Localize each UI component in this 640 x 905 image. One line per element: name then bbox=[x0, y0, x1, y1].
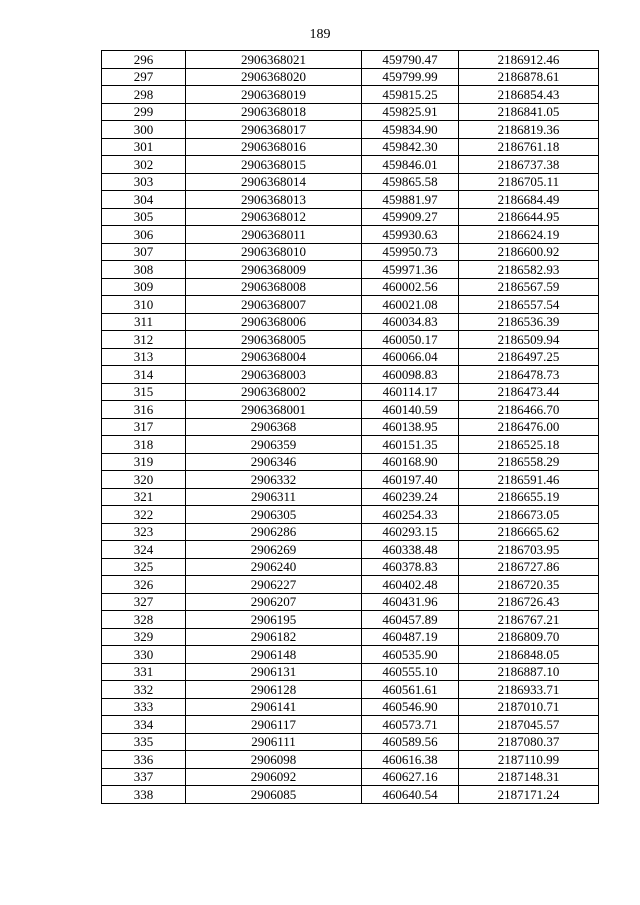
point-id-cell: 2906141 bbox=[186, 698, 362, 716]
point-id-cell: 2906368012 bbox=[186, 208, 362, 226]
point-id-cell: 2906368006 bbox=[186, 313, 362, 331]
point-id-cell: 2906368010 bbox=[186, 243, 362, 261]
point-id-cell: 2906368011 bbox=[186, 226, 362, 244]
point-id-cell: 2906368002 bbox=[186, 383, 362, 401]
y-coordinate-cell: 2186819.36 bbox=[459, 121, 599, 139]
y-coordinate-cell: 2186558.29 bbox=[459, 453, 599, 471]
table-row bbox=[102, 191, 599, 209]
table-row bbox=[102, 698, 599, 716]
point-number-cell: 326 bbox=[102, 576, 186, 594]
point-id-cell: 2906368020 bbox=[186, 68, 362, 86]
point-number-cell: 324 bbox=[102, 541, 186, 559]
point-id-cell: 2906359 bbox=[186, 436, 362, 454]
y-coordinate-cell: 2187010.71 bbox=[459, 698, 599, 716]
y-coordinate-cell: 2186684.49 bbox=[459, 191, 599, 209]
y-coordinate-cell: 2186848.05 bbox=[459, 646, 599, 664]
y-coordinate-cell: 2186673.05 bbox=[459, 506, 599, 524]
y-coordinate-cell: 2186497.25 bbox=[459, 348, 599, 366]
x-coordinate-cell: 460066.04 bbox=[362, 348, 459, 366]
y-coordinate-cell: 2186624.19 bbox=[459, 226, 599, 244]
table-row bbox=[102, 663, 599, 681]
point-id-cell: 2906092 bbox=[186, 768, 362, 786]
x-coordinate-cell: 460627.16 bbox=[362, 768, 459, 786]
y-coordinate-cell: 2186933.71 bbox=[459, 681, 599, 699]
point-number-cell: 319 bbox=[102, 453, 186, 471]
point-number-cell: 300 bbox=[102, 121, 186, 139]
x-coordinate-cell: 460546.90 bbox=[362, 698, 459, 716]
point-number-cell: 321 bbox=[102, 488, 186, 506]
x-coordinate-cell: 459865.58 bbox=[362, 173, 459, 191]
point-number-cell: 302 bbox=[102, 156, 186, 174]
table-row bbox=[102, 733, 599, 751]
table-row bbox=[102, 418, 599, 436]
point-number-cell: 331 bbox=[102, 663, 186, 681]
table-row bbox=[102, 348, 599, 366]
x-coordinate-cell: 460487.19 bbox=[362, 628, 459, 646]
point-number-cell: 314 bbox=[102, 366, 186, 384]
point-id-cell: 2906368008 bbox=[186, 278, 362, 296]
x-coordinate-cell: 459950.73 bbox=[362, 243, 459, 261]
table-row bbox=[102, 401, 599, 419]
table-row bbox=[102, 523, 599, 541]
point-id-cell: 2906117 bbox=[186, 716, 362, 734]
table-row bbox=[102, 558, 599, 576]
point-id-cell: 2906368003 bbox=[186, 366, 362, 384]
x-coordinate-cell: 460239.24 bbox=[362, 488, 459, 506]
point-number-cell: 307 bbox=[102, 243, 186, 261]
y-coordinate-cell: 2186767.21 bbox=[459, 611, 599, 629]
x-coordinate-cell: 459881.97 bbox=[362, 191, 459, 209]
table-row bbox=[102, 366, 599, 384]
point-id-cell: 2906195 bbox=[186, 611, 362, 629]
y-coordinate-cell: 2186600.92 bbox=[459, 243, 599, 261]
x-coordinate-cell: 460457.89 bbox=[362, 611, 459, 629]
y-coordinate-cell: 2187171.24 bbox=[459, 786, 599, 804]
y-coordinate-cell: 2186703.95 bbox=[459, 541, 599, 559]
table-row bbox=[102, 156, 599, 174]
y-coordinate-cell: 2186466.70 bbox=[459, 401, 599, 419]
point-number-cell: 311 bbox=[102, 313, 186, 331]
y-coordinate-cell: 2186841.05 bbox=[459, 103, 599, 121]
point-number-cell: 335 bbox=[102, 733, 186, 751]
point-id-cell: 2906368009 bbox=[186, 261, 362, 279]
point-number-cell: 336 bbox=[102, 751, 186, 769]
point-id-cell: 2906111 bbox=[186, 733, 362, 751]
point-id-cell: 2906368005 bbox=[186, 331, 362, 349]
point-id-cell: 2906240 bbox=[186, 558, 362, 576]
point-id-cell: 2906305 bbox=[186, 506, 362, 524]
point-number-cell: 296 bbox=[102, 51, 186, 69]
table-row bbox=[102, 628, 599, 646]
point-number-cell: 308 bbox=[102, 261, 186, 279]
y-coordinate-cell: 2186473.44 bbox=[459, 383, 599, 401]
point-id-cell: 2906368019 bbox=[186, 86, 362, 104]
x-coordinate-cell: 460034.83 bbox=[362, 313, 459, 331]
y-coordinate-cell: 2186567.59 bbox=[459, 278, 599, 296]
y-coordinate-cell: 2186887.10 bbox=[459, 663, 599, 681]
point-number-cell: 329 bbox=[102, 628, 186, 646]
y-coordinate-cell: 2187110.99 bbox=[459, 751, 599, 769]
y-coordinate-cell: 2186525.18 bbox=[459, 436, 599, 454]
y-coordinate-cell: 2186476.00 bbox=[459, 418, 599, 436]
point-number-cell: 330 bbox=[102, 646, 186, 664]
y-coordinate-cell: 2186912.46 bbox=[459, 51, 599, 69]
point-number-cell: 315 bbox=[102, 383, 186, 401]
table-row bbox=[102, 436, 599, 454]
point-number-cell: 306 bbox=[102, 226, 186, 244]
x-coordinate-cell: 460616.38 bbox=[362, 751, 459, 769]
y-coordinate-cell: 2186705.11 bbox=[459, 173, 599, 191]
point-number-cell: 322 bbox=[102, 506, 186, 524]
point-id-cell: 2906368016 bbox=[186, 138, 362, 156]
y-coordinate-cell: 2186878.61 bbox=[459, 68, 599, 86]
point-id-cell: 2906085 bbox=[186, 786, 362, 804]
point-number-cell: 337 bbox=[102, 768, 186, 786]
point-number-cell: 332 bbox=[102, 681, 186, 699]
y-coordinate-cell: 2187045.57 bbox=[459, 716, 599, 734]
x-coordinate-cell: 459790.47 bbox=[362, 51, 459, 69]
table-row bbox=[102, 768, 599, 786]
point-id-cell: 2906368014 bbox=[186, 173, 362, 191]
x-coordinate-cell: 460140.59 bbox=[362, 401, 459, 419]
x-coordinate-cell: 460338.48 bbox=[362, 541, 459, 559]
table-row bbox=[102, 488, 599, 506]
x-coordinate-cell: 460535.90 bbox=[362, 646, 459, 664]
x-coordinate-cell: 460561.61 bbox=[362, 681, 459, 699]
point-number-cell: 298 bbox=[102, 86, 186, 104]
x-coordinate-cell: 460168.90 bbox=[362, 453, 459, 471]
table-row bbox=[102, 208, 599, 226]
x-coordinate-cell: 460555.10 bbox=[362, 663, 459, 681]
x-coordinate-cell: 459971.36 bbox=[362, 261, 459, 279]
point-id-cell: 2906368015 bbox=[186, 156, 362, 174]
x-coordinate-cell: 460197.40 bbox=[362, 471, 459, 489]
y-coordinate-cell: 2186854.43 bbox=[459, 86, 599, 104]
table-row bbox=[102, 541, 599, 559]
point-number-cell: 327 bbox=[102, 593, 186, 611]
x-coordinate-cell: 460573.71 bbox=[362, 716, 459, 734]
x-coordinate-cell: 459825.91 bbox=[362, 103, 459, 121]
table-row bbox=[102, 786, 599, 804]
x-coordinate-cell: 460098.83 bbox=[362, 366, 459, 384]
y-coordinate-cell: 2186737.38 bbox=[459, 156, 599, 174]
table-row bbox=[102, 593, 599, 611]
point-number-cell: 318 bbox=[102, 436, 186, 454]
x-coordinate-cell: 460151.35 bbox=[362, 436, 459, 454]
x-coordinate-cell: 460589.56 bbox=[362, 733, 459, 751]
table-row bbox=[102, 51, 599, 69]
x-coordinate-cell: 460138.95 bbox=[362, 418, 459, 436]
point-number-cell: 333 bbox=[102, 698, 186, 716]
point-number-cell: 309 bbox=[102, 278, 186, 296]
y-coordinate-cell: 2186761.18 bbox=[459, 138, 599, 156]
table-row bbox=[102, 576, 599, 594]
x-coordinate-cell: 460050.17 bbox=[362, 331, 459, 349]
point-id-cell: 2906269 bbox=[186, 541, 362, 559]
table-row bbox=[102, 611, 599, 629]
x-coordinate-cell: 459799.99 bbox=[362, 68, 459, 86]
point-id-cell: 2906332 bbox=[186, 471, 362, 489]
x-coordinate-cell: 460378.83 bbox=[362, 558, 459, 576]
point-id-cell: 2906148 bbox=[186, 646, 362, 664]
table-row bbox=[102, 296, 599, 314]
coordinates-table bbox=[101, 50, 599, 804]
point-number-cell: 299 bbox=[102, 103, 186, 121]
point-number-cell: 312 bbox=[102, 331, 186, 349]
point-number-cell: 317 bbox=[102, 418, 186, 436]
table-row bbox=[102, 173, 599, 191]
point-number-cell: 328 bbox=[102, 611, 186, 629]
table-row bbox=[102, 68, 599, 86]
table-row bbox=[102, 138, 599, 156]
point-number-cell: 301 bbox=[102, 138, 186, 156]
x-coordinate-cell: 460402.48 bbox=[362, 576, 459, 594]
point-number-cell: 325 bbox=[102, 558, 186, 576]
x-coordinate-cell: 460021.08 bbox=[362, 296, 459, 314]
point-number-cell: 338 bbox=[102, 786, 186, 804]
y-coordinate-cell: 2186644.95 bbox=[459, 208, 599, 226]
y-coordinate-cell: 2186509.94 bbox=[459, 331, 599, 349]
page-number: 189 bbox=[309, 27, 331, 42]
point-id-cell: 2906368018 bbox=[186, 103, 362, 121]
point-number-cell: 305 bbox=[102, 208, 186, 226]
table-row bbox=[102, 313, 599, 331]
point-number-cell: 303 bbox=[102, 173, 186, 191]
point-id-cell: 2906368017 bbox=[186, 121, 362, 139]
y-coordinate-cell: 2186720.35 bbox=[459, 576, 599, 594]
x-coordinate-cell: 460254.33 bbox=[362, 506, 459, 524]
x-coordinate-cell: 460640.54 bbox=[362, 786, 459, 804]
table-row bbox=[102, 506, 599, 524]
table-row bbox=[102, 261, 599, 279]
table-row bbox=[102, 243, 599, 261]
table-row bbox=[102, 121, 599, 139]
point-number-cell: 313 bbox=[102, 348, 186, 366]
y-coordinate-cell: 2186478.73 bbox=[459, 366, 599, 384]
y-coordinate-cell: 2186665.62 bbox=[459, 523, 599, 541]
x-coordinate-cell: 459834.90 bbox=[362, 121, 459, 139]
point-id-cell: 2906098 bbox=[186, 751, 362, 769]
table-row bbox=[102, 86, 599, 104]
point-number-cell: 316 bbox=[102, 401, 186, 419]
table-row bbox=[102, 751, 599, 769]
point-id-cell: 2906311 bbox=[186, 488, 362, 506]
y-coordinate-cell: 2186727.86 bbox=[459, 558, 599, 576]
y-coordinate-cell: 2186726.43 bbox=[459, 593, 599, 611]
table-row bbox=[102, 681, 599, 699]
point-number-cell: 297 bbox=[102, 68, 186, 86]
point-id-cell: 2906368004 bbox=[186, 348, 362, 366]
coordinates-table-body bbox=[102, 51, 599, 804]
table-row bbox=[102, 383, 599, 401]
x-coordinate-cell: 460002.56 bbox=[362, 278, 459, 296]
y-coordinate-cell: 2187148.31 bbox=[459, 768, 599, 786]
table-row bbox=[102, 331, 599, 349]
table-row bbox=[102, 278, 599, 296]
point-id-cell: 2906207 bbox=[186, 593, 362, 611]
point-number-cell: 310 bbox=[102, 296, 186, 314]
point-id-cell: 2906182 bbox=[186, 628, 362, 646]
table-row bbox=[102, 646, 599, 664]
y-coordinate-cell: 2186557.54 bbox=[459, 296, 599, 314]
y-coordinate-cell: 2186582.93 bbox=[459, 261, 599, 279]
y-coordinate-cell: 2187080.37 bbox=[459, 733, 599, 751]
point-id-cell: 2906131 bbox=[186, 663, 362, 681]
x-coordinate-cell: 459842.30 bbox=[362, 138, 459, 156]
point-number-cell: 304 bbox=[102, 191, 186, 209]
point-id-cell: 2906368007 bbox=[186, 296, 362, 314]
y-coordinate-cell: 2186809.70 bbox=[459, 628, 599, 646]
point-id-cell: 2906368021 bbox=[186, 51, 362, 69]
point-number-cell: 320 bbox=[102, 471, 186, 489]
y-coordinate-cell: 2186536.39 bbox=[459, 313, 599, 331]
point-id-cell: 2906346 bbox=[186, 453, 362, 471]
point-id-cell: 2906368 bbox=[186, 418, 362, 436]
point-number-cell: 323 bbox=[102, 523, 186, 541]
x-coordinate-cell: 460293.15 bbox=[362, 523, 459, 541]
point-number-cell: 334 bbox=[102, 716, 186, 734]
table-row bbox=[102, 103, 599, 121]
y-coordinate-cell: 2186591.46 bbox=[459, 471, 599, 489]
x-coordinate-cell: 460114.17 bbox=[362, 383, 459, 401]
x-coordinate-cell: 459815.25 bbox=[362, 86, 459, 104]
point-id-cell: 2906368013 bbox=[186, 191, 362, 209]
y-coordinate-cell: 2186655.19 bbox=[459, 488, 599, 506]
x-coordinate-cell: 460431.96 bbox=[362, 593, 459, 611]
x-coordinate-cell: 459909.27 bbox=[362, 208, 459, 226]
x-coordinate-cell: 459930.63 bbox=[362, 226, 459, 244]
point-id-cell: 2906227 bbox=[186, 576, 362, 594]
table-row bbox=[102, 453, 599, 471]
table-row bbox=[102, 716, 599, 734]
point-id-cell: 2906286 bbox=[186, 523, 362, 541]
table-row bbox=[102, 226, 599, 244]
table-row bbox=[102, 471, 599, 489]
point-id-cell: 2906368001 bbox=[186, 401, 362, 419]
x-coordinate-cell: 459846.01 bbox=[362, 156, 459, 174]
point-id-cell: 2906128 bbox=[186, 681, 362, 699]
